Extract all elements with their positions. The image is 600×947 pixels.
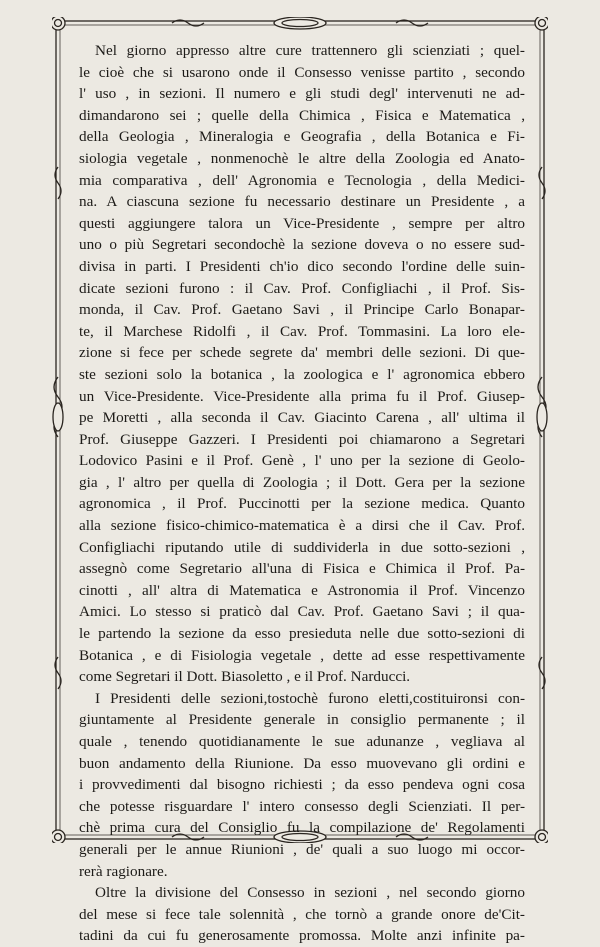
text-line: Nel giorno appresso altre cure trattennero gli scienziati ; quel- <box>95 42 525 59</box>
text-line: buon andamento della Riunione. Da esso muovevano gli ordini e <box>79 754 525 772</box>
text-line: Botanica , e di Fisiologia vegetale , dette ad esse respettivamente <box>79 646 525 664</box>
text-line: rerà ragionare. <box>79 862 168 880</box>
text-line: questi aggiungere talora un Vice-Presidente , sempre per altro <box>79 214 525 232</box>
text-line: chè prima cura del Consiglio fu la compilazione de' Regolamenti <box>79 819 525 837</box>
text-line: un Vice-Presidente. Vice-Presidente alla prima fu il Prof. Giusep- <box>79 387 525 405</box>
text-line: Prof. Giuseppe Gazzeri. I Presidenti poi chiamarono a Segretari <box>79 430 525 448</box>
text-line: Lodovico Pasini e il Prof. Genè , l' uno per la sezione di Geolo- <box>79 452 525 470</box>
text-line: divisa in parti. I Presidenti ch'io dico secondo l'ordine delle suin- <box>79 257 525 275</box>
text-line: pe Moretti , alla seconda il Cav. Giacinto Carena , all' ultima il <box>79 409 525 427</box>
text-line: Configliachi riputando utile di suddividerla in due sotto-sezioni , <box>79 538 525 556</box>
text-line: i provvedimenti dal bisogno richiesti ; da esso pendeva ogni cosa <box>79 776 525 794</box>
text-line: ste sezioni solo la botanica , la zoologica e l' agronomica ebbero <box>79 365 525 383</box>
text-line: na. A ciascuna sezione fu necessario destinare un Presidente , a <box>79 193 525 211</box>
text-line: come Segretari il Dott. Biasoletto , e il Prof. Narducci. <box>79 668 411 686</box>
text-line: della Geologia , Mineralogia e Geografia , della Botanica e Fi- <box>79 128 525 146</box>
text-line: Oltre la divisione del Consesso in sezioni , nel secondo giorno <box>95 884 525 902</box>
text-line: dimandarono sei ; quelle della Chimica , Fisica e Matematica , <box>79 106 525 124</box>
text-line: zione si fece per schede segrete da' membri delle sezioni. Di que- <box>79 344 525 362</box>
body-text <box>79 40 525 947</box>
text-line: che potesse risguardare l' intero consesso degli Scienziati. Il per- <box>79 797 525 815</box>
text-line: gia , l' altro per quella di Zoologia ; il Dott. Gera per la sezione <box>79 473 525 491</box>
text-line: cinotti , all' altra di Matematica e Astronomia il Prof. Vincenzo <box>79 581 525 599</box>
text-line: le partendo la sezione da esso presieduta nelle due sotto-sezioni di <box>79 625 525 643</box>
text-line: quale , tenendo quotidianamente le sue adunanze , vegliava al <box>79 733 525 750</box>
text-line: siologia vegetale , nonmenochè le altre della Zoologia ed Anato- <box>79 149 525 167</box>
text-line: tadini da cui fu generosamente promossa. Molte anzi infinite pa- <box>79 927 525 945</box>
text-line: del mese si fece tale solennità , che tornò a grande onore de'Cit- <box>79 905 525 923</box>
text-line: alla sezione fisico-chimico-matematica è a dirsi che il Cav. Prof. <box>79 517 525 535</box>
text-line: Amici. Lo stesso si praticò dal Cav. Prof. Gaetano Savi ; il qua- <box>79 603 525 621</box>
text-line: generali per le annue Riunioni , de' quali a suo luogo mi occor- <box>79 840 525 858</box>
text-line: dicate sezioni furono : il Cav. Prof. Configliachi , il Prof. Sis- <box>79 279 525 297</box>
text-line: le cioè che si usarono onde il Consesso venisse partito , secondo <box>79 63 525 81</box>
text-line: I Presidenti delle sezioni,tostochè furono eletti,costituironsi con- <box>95 689 525 707</box>
text-line: te, il Marchese Ridolfi , il Cav. Prof. Tommasini. La loro ele- <box>79 322 525 340</box>
text-line: giuntamente al Presidente generale in consiglio permanente ; il <box>79 711 525 729</box>
text-line: monda, il Cav. Prof. Gaetano Savi , il Principe Carlo Bonapar- <box>79 301 525 319</box>
text-line: l' uso , in sezioni. Il numero e gli studi degl' intervenuti ne ad- <box>79 85 525 103</box>
text-line: assegnò come Segretario all'una di Fisica e Chimica il Prof. Pa- <box>79 560 525 578</box>
text-line: mia comparativa , dell' Agronomia e Tecnologia , della Medici- <box>79 171 525 189</box>
text-line: agronomica , il Prof. Puccinotti per la sezione medica. Quanto <box>79 495 525 513</box>
text-line: uno o più Segretari secondochè la sezione doveva o no essere sud- <box>79 236 525 254</box>
